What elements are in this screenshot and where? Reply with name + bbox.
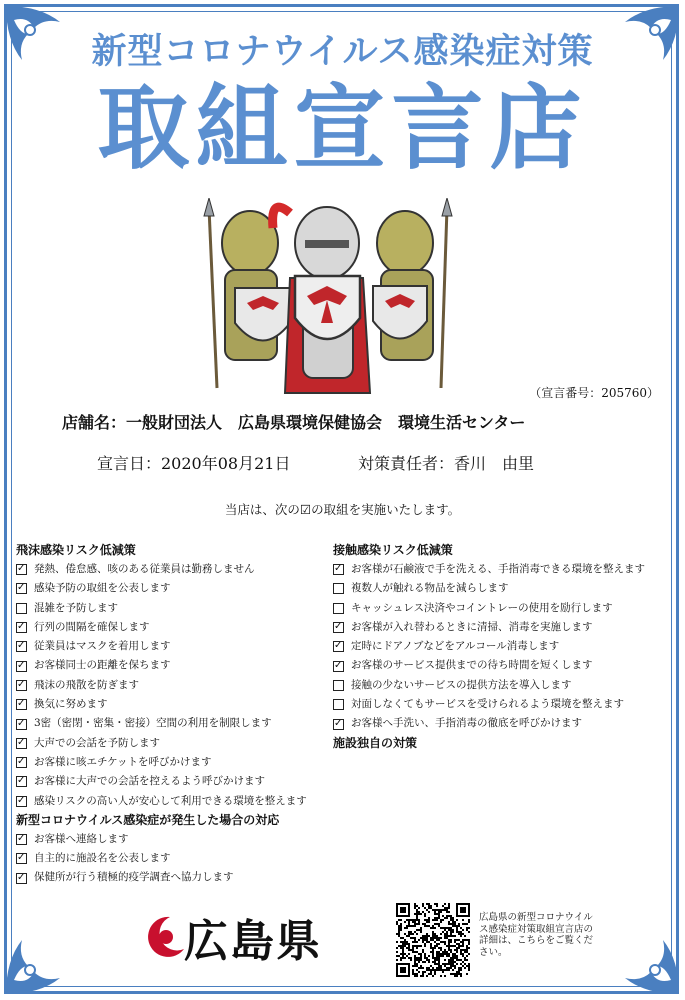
checked-box-icon bbox=[16, 661, 27, 672]
checklist-item bbox=[16, 734, 336, 753]
checked-box-icon bbox=[16, 564, 27, 575]
checklist-item-label: お客様に大声での会話を控えるよう呼びかけます bbox=[34, 775, 265, 788]
checked-box-icon bbox=[16, 699, 27, 710]
checklist-item-label: 混雑を予防します bbox=[34, 601, 118, 614]
section-title: 接触感染リスク低減策 bbox=[333, 543, 453, 557]
checked-box-icon bbox=[16, 873, 27, 884]
unchecked-box-icon bbox=[333, 699, 344, 710]
checklist-item bbox=[16, 656, 336, 675]
corner-ornament bbox=[0, 920, 80, 1000]
section-title: 飛沫感染リスク低減策 bbox=[16, 543, 136, 557]
checklist-item-label: お客様が石鹸液で手を洗える、手指消毒できる環境を整えます bbox=[351, 563, 645, 575]
checked-box-icon bbox=[16, 757, 27, 768]
intro-text: 当店は、次の☑の取組を実施いたします。 bbox=[224, 502, 461, 517]
checklist-item-label: 対面しなくてもサービスを受けられるよう環境を整えます bbox=[351, 698, 624, 711]
checked-box-icon bbox=[16, 583, 27, 594]
hiroshima-logo bbox=[140, 907, 350, 967]
checklist-item-label: お客様へ連絡します bbox=[34, 832, 129, 845]
qr-code[interactable] bbox=[396, 903, 470, 977]
checklist-item bbox=[16, 772, 336, 791]
unchecked-box-icon bbox=[333, 583, 344, 594]
section-title: 施設独自の対策 bbox=[333, 735, 418, 750]
checklist-item-label: 発熱、倦怠感、咳のある従業員は勤務しません bbox=[34, 563, 255, 575]
checklist-item-label: 保健所が行う積極的疫学調査へ協力します bbox=[34, 871, 234, 884]
checklist-item bbox=[16, 618, 336, 637]
checked-box-icon bbox=[16, 719, 27, 730]
checklist-item-label: 自主的に施設名を公表します bbox=[34, 852, 171, 865]
checked-box-icon bbox=[333, 622, 344, 633]
checklist-item bbox=[333, 695, 668, 714]
left-column bbox=[16, 541, 336, 888]
checked-box-icon bbox=[16, 834, 27, 845]
page-title: 取組宣言店 bbox=[97, 75, 588, 182]
checklist-item bbox=[333, 714, 668, 733]
checklist-item-label: お客様のサービス提供までの待ち時間を短くします bbox=[351, 659, 593, 672]
checklist-item bbox=[333, 637, 668, 656]
checklist bbox=[333, 560, 668, 734]
checked-box-icon bbox=[16, 796, 27, 807]
checklist bbox=[16, 560, 336, 811]
checklist-item bbox=[16, 714, 336, 733]
declaration-date: 宣言日：2020年08月21日 bbox=[97, 454, 291, 473]
checklist-item bbox=[333, 676, 668, 695]
checklist-item bbox=[16, 560, 336, 579]
checklist-item-label: お客様へ手洗い、手指消毒の徹底を呼びかけます bbox=[351, 717, 582, 730]
logo-text: 広島県 bbox=[184, 916, 322, 967]
checklist-item-label: 定時にドアノブなどをアルコール消毒します bbox=[351, 640, 560, 653]
qr-note: 広島県の新型コロナウイルス感染症対策取組宣言店の詳細は、こちらをご覧ください。 bbox=[479, 912, 594, 958]
checklist-item-label: 行列の間隔を確保します bbox=[34, 620, 150, 633]
checklist-item bbox=[333, 579, 668, 598]
checklist-item-label: 換気に努めます bbox=[34, 698, 108, 711]
checklist-item bbox=[16, 868, 336, 887]
checklist-item-label: お客様が入れ替わるときに清掃、消毒を実施します bbox=[351, 620, 593, 633]
page-subtitle: 新型コロナウイルス感染症対策 bbox=[91, 32, 594, 72]
checklist-item-label: 大声での会話を予防します bbox=[34, 736, 160, 749]
checklist-item-label: 接触の少ないサービスの提供方法を導入します bbox=[351, 678, 572, 691]
checklist-item bbox=[16, 849, 336, 868]
store-name: 店舗名：一般財団法人 広島県環境保健協会 環境生活センター bbox=[62, 413, 526, 432]
checklist-item bbox=[16, 676, 336, 695]
checklist-item bbox=[333, 656, 668, 675]
checklist-item-label: お客様に咳エチケットを呼びかけます bbox=[34, 755, 212, 768]
section-title: 新型コロナウイルス感染症が発生した場合の対応 bbox=[16, 812, 280, 827]
checklist-item-label: キャッシュレス決済やコイントレーの使用を励行します bbox=[351, 601, 613, 614]
checklist-item-label: 感染リスクの高い人が安心して利用できる環境を整えます bbox=[34, 794, 307, 807]
corner-ornament bbox=[605, 920, 685, 1000]
checklist-item-label: 3密（密閉・密集・密接）空間の利用を制限します bbox=[34, 717, 272, 730]
checklist-item-label: 従業員はマスクを着用します bbox=[34, 640, 171, 653]
checklist-item bbox=[16, 695, 336, 714]
manager-name: 対策責任者：香川 由里 bbox=[358, 454, 535, 473]
checked-box-icon bbox=[333, 564, 344, 575]
right-column bbox=[333, 541, 668, 753]
knights-illustration bbox=[195, 198, 465, 398]
checked-box-icon bbox=[16, 853, 27, 864]
checklist-item bbox=[16, 579, 336, 598]
checklist-item bbox=[333, 618, 668, 637]
checked-box-icon bbox=[16, 622, 27, 633]
checked-box-icon bbox=[333, 641, 344, 652]
checklist-item bbox=[16, 753, 336, 772]
checklist-item bbox=[333, 599, 668, 618]
unchecked-box-icon bbox=[16, 603, 27, 614]
checked-box-icon bbox=[16, 738, 27, 749]
checked-box-icon bbox=[16, 680, 27, 691]
checklist-item bbox=[16, 792, 336, 811]
checklist-item-label: 複数人が触れる物品を減らします bbox=[351, 582, 509, 595]
checked-box-icon bbox=[16, 776, 27, 787]
checklist-item-label: 感染予防の取組を公表します bbox=[34, 582, 171, 595]
checklist bbox=[16, 830, 336, 888]
checklist-item bbox=[333, 560, 668, 579]
checklist-item-label: お客様同士の距離を保ちます bbox=[34, 659, 171, 672]
unchecked-box-icon bbox=[333, 603, 344, 614]
logo-mark-icon bbox=[140, 911, 190, 961]
checklist-item-label: 飛沫の飛散を防ぎます bbox=[34, 678, 139, 691]
checklist-item bbox=[16, 830, 336, 849]
unchecked-box-icon bbox=[333, 680, 344, 691]
checklist-item bbox=[16, 599, 336, 618]
declaration-number: （宣言番号：205760） bbox=[529, 386, 659, 400]
checked-box-icon bbox=[333, 719, 344, 730]
checked-box-icon bbox=[333, 661, 344, 672]
checklist-item bbox=[16, 637, 336, 656]
checked-box-icon bbox=[16, 641, 27, 652]
